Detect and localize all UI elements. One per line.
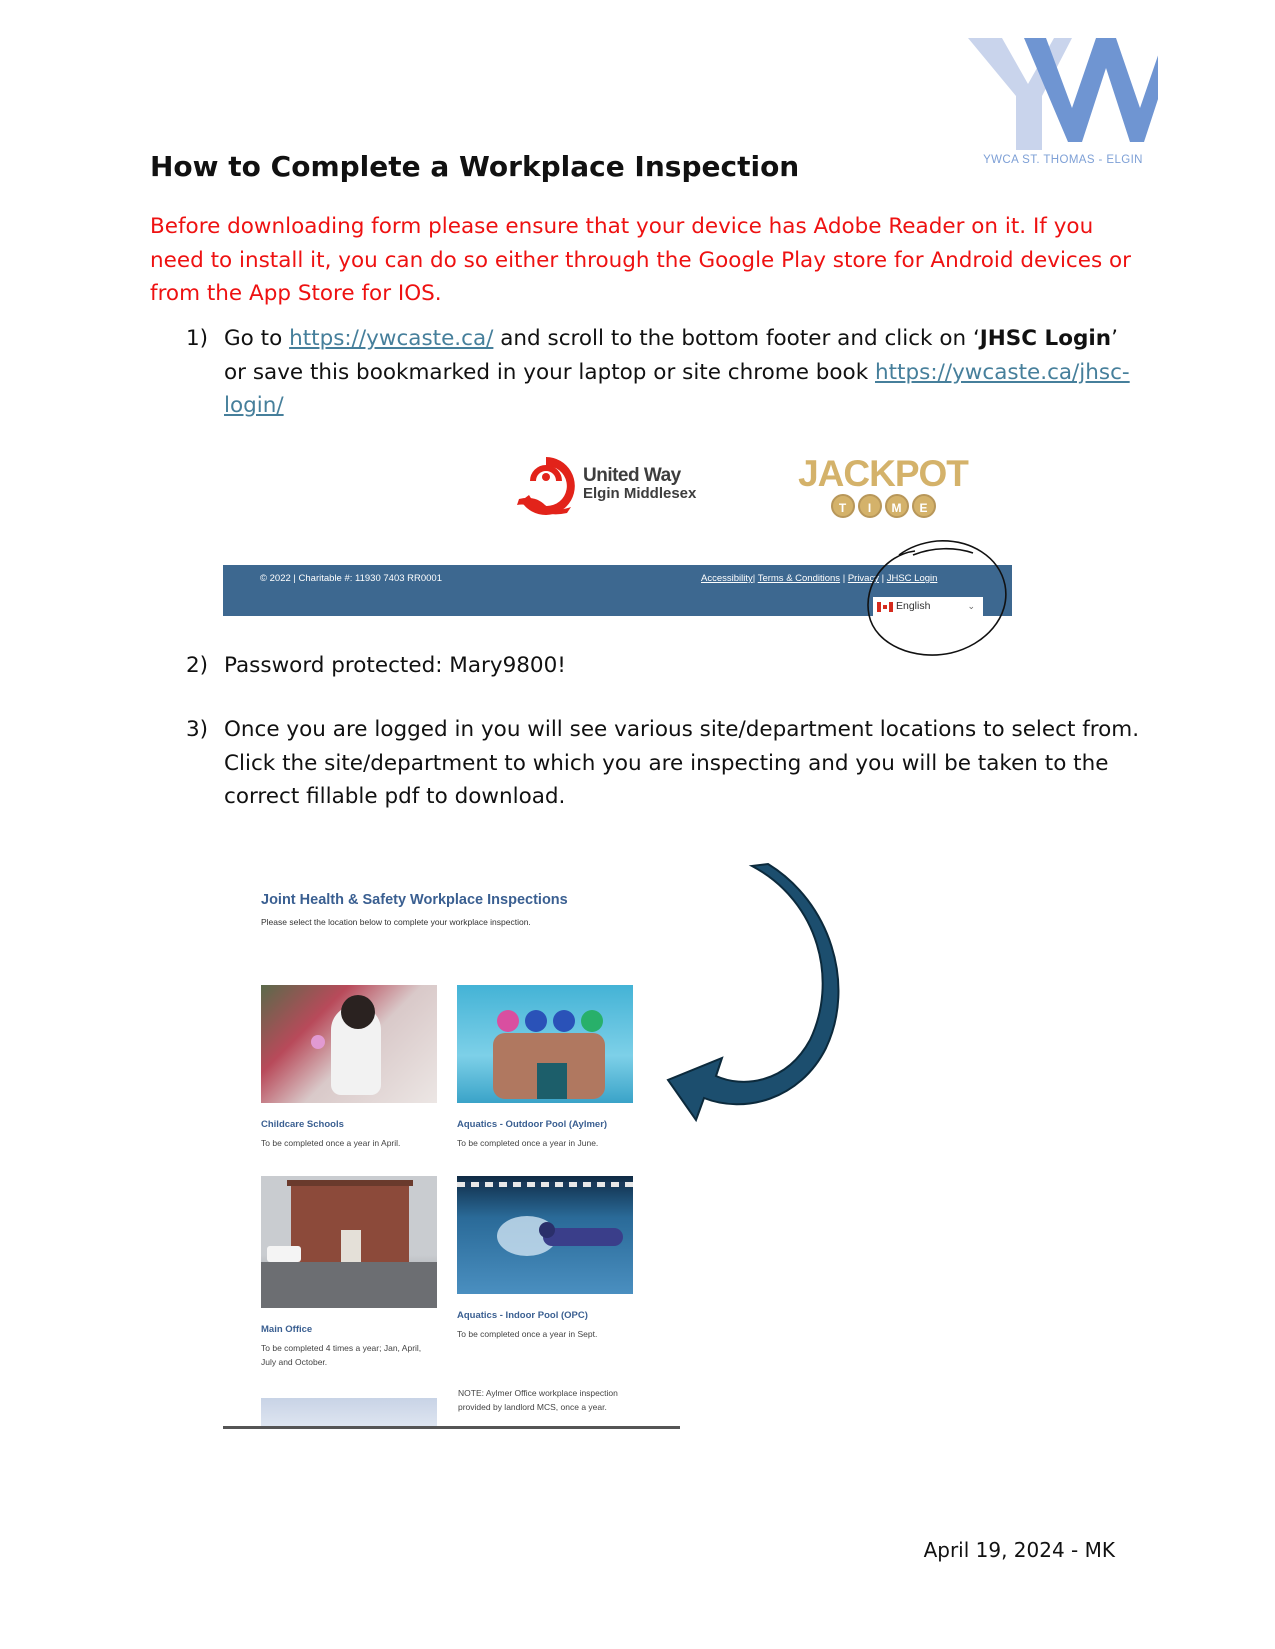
logo-caption: YWCA ST. THOMAS - ELGIN bbox=[983, 154, 1143, 166]
main-office-photo bbox=[261, 1176, 437, 1308]
inspections-screenshot bbox=[223, 872, 680, 1428]
footer-link-accessibility[interactable]: Accessibility bbox=[701, 573, 753, 584]
step-number: 3) bbox=[186, 717, 209, 742]
card-title: Main Office bbox=[261, 1324, 313, 1335]
jhsc-login-link[interactable]: https://ywcaste.ca/jhsc-login/ bbox=[224, 359, 1130, 418]
warning-text: Before downloading form please ensure that your device has Adobe Reader on it. If you need to install it, you can do so either through the Google Play store for Android devices or from the App Store for IOS. bbox=[150, 214, 1131, 306]
indoor-pool-photo bbox=[457, 1176, 633, 1294]
outdoor-pool-photo bbox=[457, 985, 633, 1103]
inspections-heading: Joint Health & Safety Workplace Inspections bbox=[261, 892, 568, 908]
ywca-logo bbox=[968, 38, 1158, 168]
step-number: 1) bbox=[186, 326, 209, 351]
location-card-main-office[interactable] bbox=[261, 1176, 437, 1369]
united-way-name: United Way bbox=[583, 465, 681, 486]
time-balls bbox=[798, 494, 968, 518]
step-body: Once you are logged in you will see various site/department locations to select from. Click the site/department to which you are inspecting and you will be taken to the correct fillable pdf to download. bbox=[224, 717, 1140, 809]
time-ball: M bbox=[885, 494, 909, 518]
time-ball: T bbox=[831, 494, 855, 518]
footer-link-jhsc-login[interactable]: JHSC Login bbox=[886, 573, 938, 584]
page-title: How to Complete a Workplace Inspection bbox=[150, 150, 800, 183]
card-title: Childcare Schools bbox=[261, 1119, 344, 1130]
location-card-outdoor-pool[interactable] bbox=[457, 985, 633, 1150]
ywca-logo-mark bbox=[968, 38, 1158, 150]
step-number: 2) bbox=[186, 653, 209, 678]
partial-card-photo bbox=[261, 1398, 437, 1428]
card-title: Aquatics - Indoor Pool (OPC) bbox=[457, 1310, 588, 1321]
jackpot-time-logo bbox=[798, 455, 968, 518]
footer-copyright: © 2022 | Charitable #: 11930 7403 RR0001 bbox=[260, 573, 443, 584]
card-description: To be completed once a year in June. bbox=[457, 1138, 599, 1148]
language-value: English bbox=[896, 600, 931, 612]
location-card-childcare[interactable] bbox=[261, 985, 437, 1150]
footer-link-privacy[interactable]: Privacy bbox=[847, 573, 879, 584]
time-ball: I bbox=[858, 494, 882, 518]
step-text: ’ or save this bookmarked in your laptop or site chrome book bbox=[224, 326, 1118, 385]
chevron-down-icon: ⌄ bbox=[967, 601, 975, 611]
united-way-text bbox=[583, 465, 696, 502]
document-date: April 19, 2024 - MK bbox=[923, 1538, 1115, 1562]
jackpot-text: JACKPOT bbox=[798, 453, 968, 494]
card-title: Aquatics - Outdoor Pool (Aylmer) bbox=[457, 1119, 608, 1130]
step-body bbox=[224, 322, 1144, 423]
jhsc-login-bold: JHSC Login bbox=[979, 326, 1112, 351]
footer-links: Accessibility| Terms & Conditions | Privacy | JHSC Login bbox=[701, 573, 938, 584]
step-text: and scroll to the bottom footer and click on ‘ bbox=[493, 326, 980, 351]
inspections-subheading: Please select the location below to complete your workplace inspection. bbox=[261, 917, 531, 927]
childcare-photo bbox=[261, 985, 437, 1103]
aylmer-note: NOTE: Aylmer Office workplace inspection provided by landlord MCS, once a year. bbox=[458, 1388, 618, 1412]
sponsor-logos bbox=[515, 455, 985, 525]
circle-annotation bbox=[855, 535, 1015, 665]
curved-arrow-icon bbox=[660, 862, 850, 1132]
card-description: To be completed 4 times a year; Jan, April, July and October. bbox=[261, 1343, 422, 1367]
time-ball: E bbox=[912, 494, 936, 518]
site-link[interactable]: https://ywcaste.ca/ bbox=[289, 326, 494, 351]
screenshot-bottom-border bbox=[223, 1426, 680, 1429]
united-way-icon bbox=[515, 455, 577, 515]
step-text: Go to bbox=[224, 326, 290, 351]
footer-link-terms[interactable]: Terms & Conditions bbox=[757, 573, 841, 584]
step-body: Password protected: Mary9800! bbox=[224, 653, 566, 678]
location-card-indoor-pool[interactable] bbox=[457, 1176, 633, 1341]
card-description: To be completed once a year in Sept. bbox=[457, 1329, 598, 1339]
united-way-region: Elgin Middlesex bbox=[583, 485, 697, 502]
card-description: To be completed once a year in April. bbox=[261, 1138, 401, 1148]
